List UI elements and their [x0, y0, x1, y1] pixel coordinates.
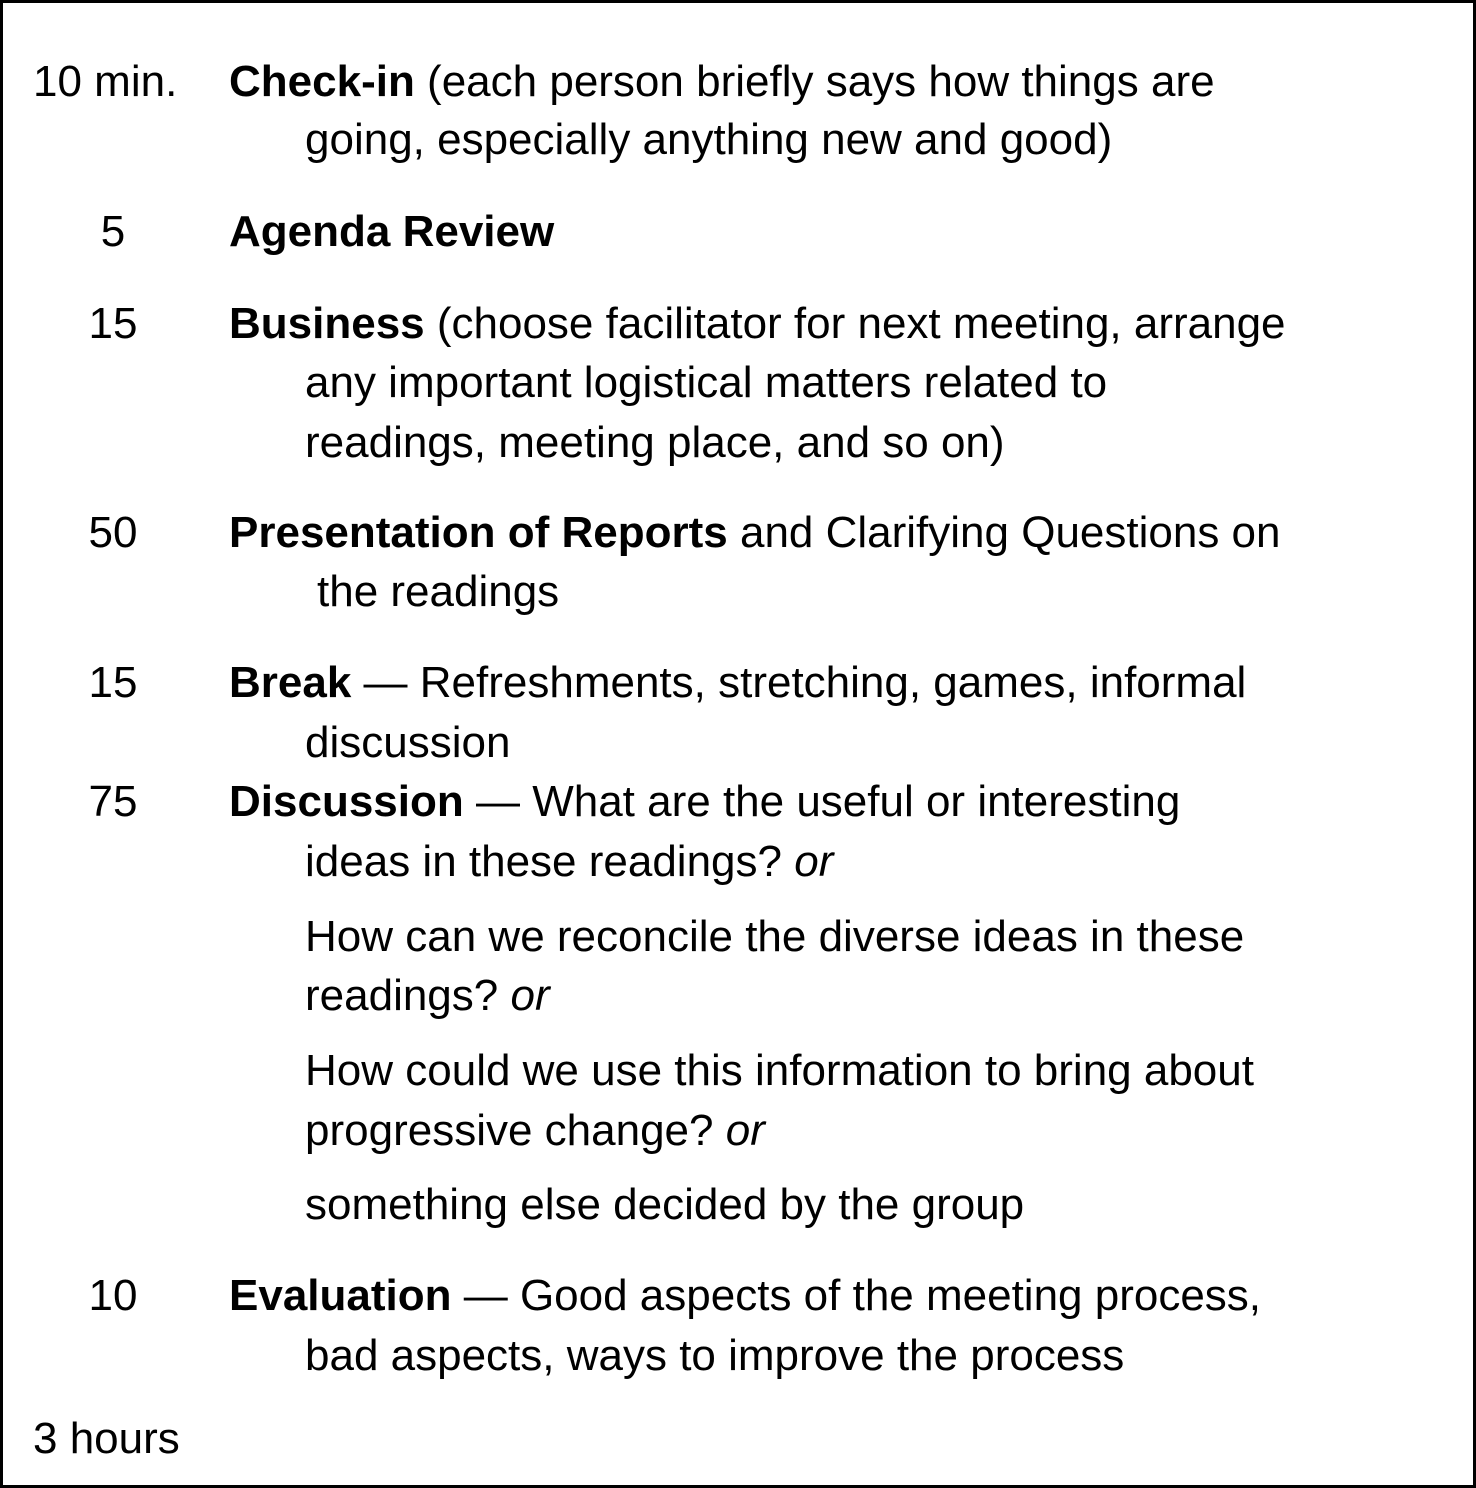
or-connector: or	[510, 971, 550, 1020]
agenda-item-presentation	[229, 503, 1281, 563]
agenda-item-business	[229, 294, 1286, 354]
agenda-desc-line: How can we reconcile the diverse ideas in these	[305, 912, 1245, 961]
agenda-desc-line: and Clarifying Questions on	[727, 508, 1281, 557]
discussion-question-text: progressive change?	[305, 1106, 726, 1155]
or-connector: or	[725, 1106, 765, 1155]
agenda-desc-line: (each person briefly says how things are	[414, 57, 1215, 106]
agenda-title-review: Agenda Review	[229, 207, 555, 256]
agenda-desc-line: readings, meeting place, and so on)	[305, 418, 1005, 467]
agenda-desc-line: something else decided by the group	[305, 1180, 1025, 1229]
agenda-total-duration: 3 hours	[33, 1414, 180, 1463]
agenda-desc-line: — Good aspects of the meeting process,	[451, 1271, 1262, 1320]
agenda-time-evaluation: 10	[88, 1271, 138, 1320]
agenda-time-review: 5	[100, 207, 126, 256]
agenda-desc-line: any important logistical matters related to	[305, 358, 1108, 407]
agenda-title-evaluation: Evaluation	[229, 1271, 452, 1320]
agenda-desc-line: bad aspects, ways to improve the process	[305, 1331, 1125, 1380]
agenda-desc-line	[305, 832, 833, 892]
agenda-desc-line: going, especially anything new and good)	[305, 115, 1113, 164]
agenda-item-discussion	[229, 772, 1180, 832]
agenda-time-checkin: 10 min.	[33, 57, 178, 106]
agenda-desc-line	[305, 1101, 765, 1161]
agenda-time-presentation: 50	[88, 508, 138, 557]
or-connector: or	[794, 837, 834, 886]
agenda-title-discussion: Discussion	[229, 777, 464, 826]
agenda-desc-line: How could we use this information to bring about	[305, 1046, 1254, 1095]
agenda-time-discussion: 75	[88, 777, 138, 826]
discussion-question-text: ideas in these readings?	[305, 837, 795, 886]
agenda-time-business: 15	[88, 299, 138, 348]
agenda-title-break: Break	[229, 658, 352, 707]
agenda-desc-line: the readings	[317, 567, 560, 616]
discussion-question-text: readings?	[305, 971, 511, 1020]
agenda-title-presentation: Presentation of Reports	[229, 508, 728, 557]
agenda-desc-line: — Refreshments, stretching, games, informal	[351, 658, 1247, 707]
agenda-title-business: Business	[229, 299, 425, 348]
agenda-item-checkin	[229, 52, 1215, 112]
agenda-item-break	[229, 653, 1246, 713]
agenda-title-checkin: Check-in	[229, 57, 415, 106]
agenda-item-evaluation	[229, 1266, 1261, 1326]
agenda-desc-line: discussion	[305, 718, 511, 767]
agenda-desc-line: (choose facilitator for next meeting, arrange	[424, 299, 1286, 348]
agenda-desc-line	[305, 966, 550, 1026]
agenda-time-break: 15	[88, 658, 138, 707]
agenda-desc-line: — What are the useful or interesting	[463, 777, 1181, 826]
